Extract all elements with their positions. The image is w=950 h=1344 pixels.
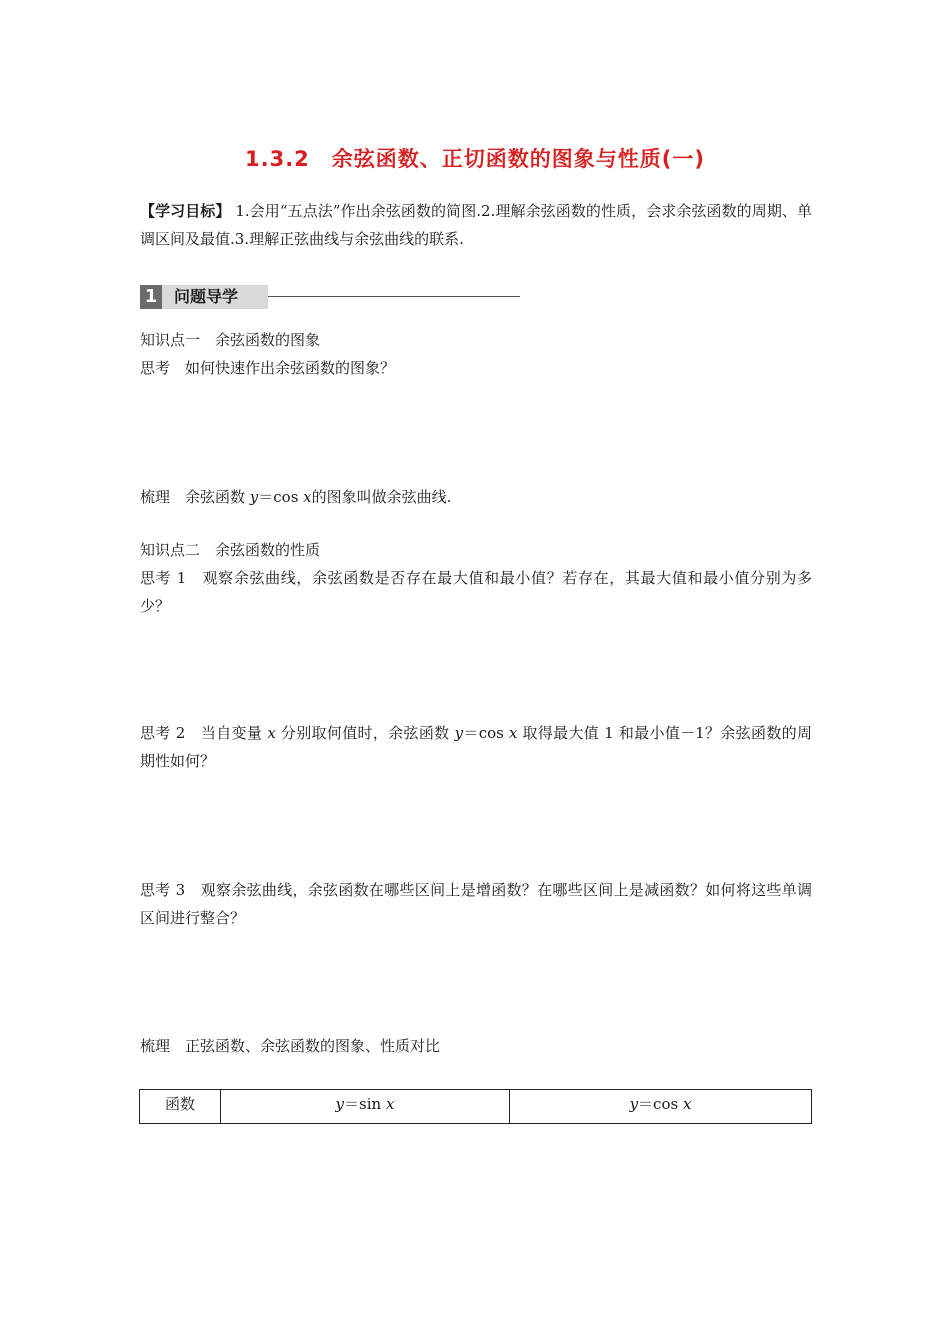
table-row (140, 1090, 812, 1124)
think2-c: ＝cos (463, 724, 509, 742)
table-sin-cell (221, 1090, 510, 1124)
var-y: y (249, 488, 259, 506)
section-header (140, 285, 525, 309)
think2-a: 思考 2 当自变量 (140, 724, 268, 742)
kp2-heading: 知识点二 余弦函数的性质 (140, 541, 321, 559)
think2-b: 分别取何值时，余弦函数 (275, 724, 455, 742)
learning-objectives (140, 197, 812, 253)
kp2-think1: 思考 1 观察余弦曲线，余弦函数是否存在最大值和最小值？若存在，其最大值和最小值分别为多少？ (140, 569, 812, 615)
var-x: x (508, 724, 518, 742)
table-head-cell: 函数 (140, 1090, 221, 1124)
section-number: 1 (140, 285, 162, 309)
kp1-summary-pre: 梳理 余弦函数 (140, 488, 250, 506)
kp2-summary: 梳理 正弦函数、余弦函数的图象、性质对比 (140, 1037, 441, 1055)
var-x: x (682, 1095, 692, 1113)
section-rule (268, 296, 520, 297)
var-y: y (335, 1095, 345, 1113)
kp1-think: 思考 如何快速作出余弦函数的图象？ (140, 359, 396, 377)
page-title: 1.3.2 余弦函数、正切函数的图象与性质(一) (245, 147, 705, 171)
section-label: 问题导学 (162, 285, 268, 309)
kp2-think3: 思考 3 观察余弦曲线，余弦函数在哪些区间上是增函数？在哪些区间上是减函数？如何将这些单调区间进行整合？ (140, 881, 812, 927)
comparison-table (139, 1089, 812, 1124)
var-y: y (454, 724, 464, 742)
objectives-tag: 【学习目标】 (140, 202, 231, 220)
var-y: y (629, 1095, 639, 1113)
kp1-summary-post: 的图象叫做余弦曲线. (311, 488, 452, 506)
think2-d: 取得最大值 1 和最小值－1？余弦函数的周期性如何？ (140, 724, 812, 770)
kp1-heading: 知识点一 余弦函数的图象 (140, 331, 321, 349)
sin-rest: ＝sin (344, 1095, 386, 1113)
kp1-summary-mid: ＝cos (258, 488, 304, 506)
var-x: x (267, 724, 276, 742)
var-x: x (303, 488, 312, 506)
objectives-text: 1.会用“五点法”作出余弦函数的简图.2.理解余弦函数的性质，会求余弦函数的周期、单调区间及最值.3.理解正弦曲线与余弦曲线的联系. (140, 202, 812, 248)
var-x: x (385, 1095, 395, 1113)
cos-rest: ＝cos (638, 1095, 683, 1113)
table-cos-cell (510, 1090, 812, 1124)
kp1-summary (140, 483, 812, 511)
kp2-think2 (140, 719, 812, 775)
